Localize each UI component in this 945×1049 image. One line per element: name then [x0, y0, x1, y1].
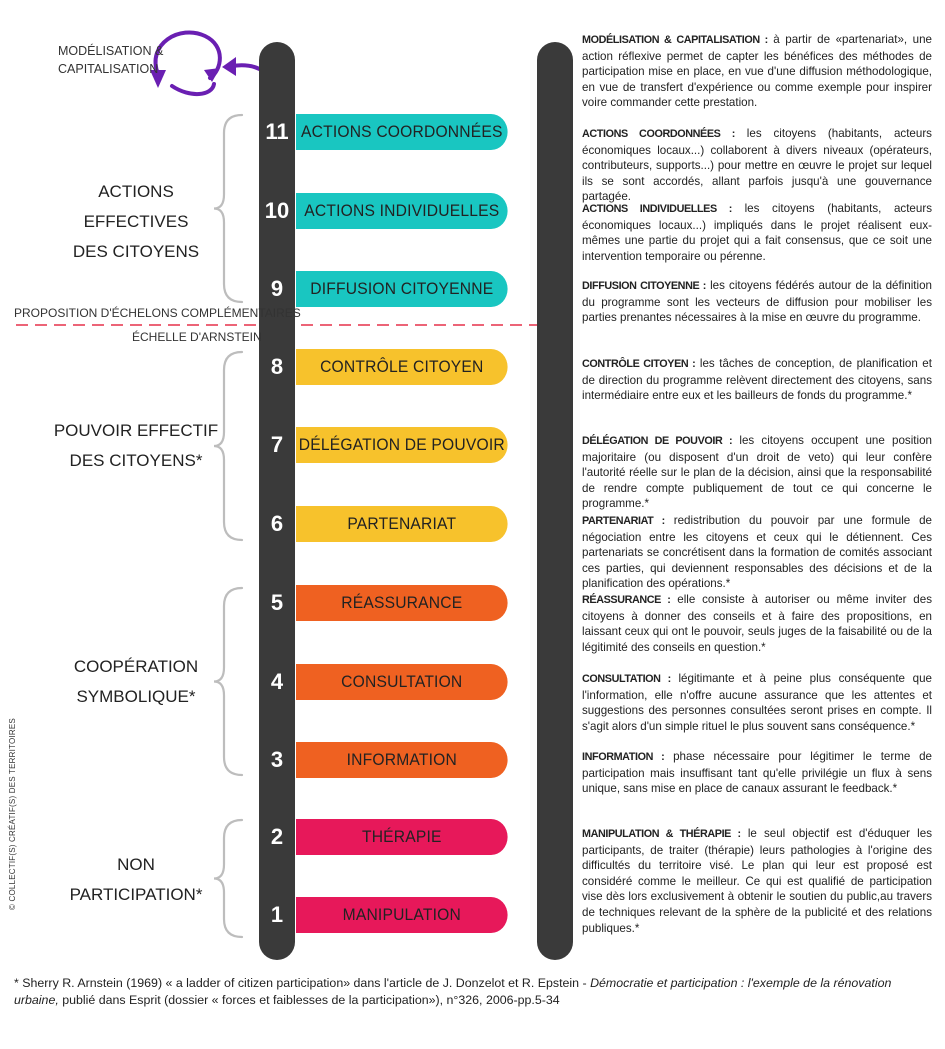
loop-label	[58, 42, 163, 78]
group-label-cooperation	[46, 652, 226, 712]
description-partenariat	[582, 513, 932, 592]
rung-delegation-pouvoir: DÉLÉGATION DE POUVOIR	[296, 427, 508, 463]
description-text: légitimante et à peine plus conséquente que l'information, elle n'offre aucune assurance que les attentes et suggestions des personnes consultées seront prises en compte. Il s'agit alors d'un simple rituel le plus souvent sans conséquence.*	[582, 672, 932, 733]
rung-partenariat: PARTENARIAT	[296, 506, 508, 542]
footnote-part1: * Sherry R. Arnstein (1969) « a ladder of citizen participation» dans l'article de J. Donzelot et R. Epstein -	[14, 976, 591, 990]
rung-manipulation: MANIPULATION	[296, 897, 508, 933]
description-term: RÉASSURANCE :	[582, 594, 671, 606]
description-reassurance	[582, 592, 932, 655]
rung-actions-individuelles: ACTIONS INDIVIDUELLES	[296, 193, 508, 229]
group-label-line2: PARTICIPATION*	[69, 885, 203, 904]
footnote-part2: publié dans Esprit (dossier « forces et faiblesses de la participation»), n°326, 2006-pp.5-34	[58, 993, 560, 1007]
description-text: les citoyens (habitants, acteurs économiques locaux...) impliqués dans le projet réalisent eux-mêmes une partie du projet qui a fait consensus, que ce soit une intervention temporaire ou pérenne.	[582, 202, 932, 263]
description-term: MANIPULATION & THÉRAPIE :	[582, 828, 741, 840]
rung-number-2: 2	[270, 824, 284, 849]
description-term: PARTENARIAT :	[582, 515, 665, 527]
description-text: elle consiste à autoriser ou même inviter des citoyens à donner des conseils et à faire des propositions, en laissant ceux qui ont le pouvoir, seuls juges de la faisabilité ou de la légitimité des conseils en question.*	[582, 593, 932, 654]
loop-label-line2: CAPITALISATION	[58, 62, 159, 76]
ladder-right-rail	[537, 42, 573, 960]
rung-reassurance: RÉASSURANCE	[296, 585, 508, 621]
description-text: les citoyens occupent une position majoritaire (ou disposent d'un droit de veto) qui leur confère l'autorité réelle sur le plan de la décision, ainsi que la responsabilité de rendre compte publiquement de tout ce qui concerne le programme.*	[582, 434, 932, 511]
separator-top-label: PROPOSITION D'ÉCHELONS COMPLÉMENTAIRES	[14, 306, 301, 320]
rung-number-1: 1	[270, 902, 284, 927]
description-term: ACTIONS COORDONNÉES :	[582, 128, 735, 140]
group-label-line1: COOPÉRATION	[73, 657, 199, 676]
rung-number-6: 6	[270, 511, 284, 536]
group-label-line1: POUVOIR EFFECTIF	[53, 421, 219, 440]
loop-label-line1: MODÉLISATION &	[58, 44, 164, 58]
description-term: DÉLÉGATION DE POUVOIR :	[582, 435, 733, 447]
rung-number-10: 10	[264, 198, 290, 223]
description-term: INFORMATION :	[582, 751, 665, 763]
group-label-non-participation	[46, 850, 226, 910]
rung-number-11: 11	[265, 119, 289, 144]
description-text: les citoyens fédérés autour de la définition du programme sont les vecteurs de diffusion pour mobiliser les parties prenantes nécessaires à la mise en œuvre du programme.	[582, 279, 932, 325]
loop-arrowhead-from-ladder	[222, 57, 236, 76]
description-text: les tâches de conception, de planification et de direction du programme relèvent directement des citoyens, sans intermédiaire entre eux et les bailleurs de fonds du programme.*	[582, 357, 932, 403]
rung-controle-citoyen: CONTRÔLE CITOYEN	[296, 349, 508, 385]
rung-therapie: THÉRAPIE	[296, 819, 508, 855]
copyright-vertical: © COLLECTIF(S) CRÉATIF(S) DES TERRITOIRES	[8, 718, 17, 910]
rung-number-8: 8	[270, 354, 284, 379]
description-delegation-pouvoir	[582, 433, 932, 512]
group-label-actions-effectives	[46, 177, 226, 267]
description-term: MODÉLISATION & CAPITALISATION :	[582, 34, 768, 46]
description-modelisation	[582, 32, 932, 111]
footnote-title: Démocratie et participation : l'exemple de la rénovation urbaine,	[14, 976, 892, 1007]
rung-number-5: 5	[270, 590, 284, 615]
description-term: CONSULTATION :	[582, 673, 671, 685]
description-actions-individuelles	[582, 201, 932, 264]
loop-arrowhead-upper	[204, 68, 220, 82]
description-text: le seul objectif est d'éduquer les participants, de traiter (thérapie) leurs pathologies à l'origine des difficultés du territoire visé. Le plan qui leur est proposé est considéré comme le meilleur. Ce qui est qualifié de participation vise dès lors exclusivement à obtenir le soutien du public,au travers de techniques relevant de la sphère de la publicité et des relations publiques.*	[582, 827, 932, 935]
rung-diffusion-citoyenne: DIFFUSION CITOYENNE	[296, 271, 508, 307]
description-text: les citoyens (habitants, acteurs économiques locaux...) collaborent à divers niveaux (opérateurs, contributeurs, supports...) pour mettre en œuvre le projet sur lequel ils se sont accordés, allant parfois jusqu'à une gouvernance partagée.	[582, 127, 932, 204]
separator-bottom-label: ÉCHELLE D'ARNSTEIN	[132, 330, 262, 344]
group-label-line2: SYMBOLIQUE*	[76, 687, 196, 706]
description-manipulation-therapie	[582, 826, 932, 936]
description-text: redistribution du pouvoir par une formule de négociation entre les citoyens et ceux qui le détiennent. Ces partenariats se concrétisent dans la formation de comités associant ces parties, qui deviennent responsables des décisions et de la planification des opérations.*	[582, 514, 933, 591]
group-label-pouvoir-effectif	[46, 416, 226, 476]
ladder-left-rail	[259, 42, 295, 960]
description-term: ACTIONS INDIVIDUELLES :	[582, 203, 732, 215]
footnote	[14, 975, 934, 1009]
description-controle-citoyen	[582, 356, 932, 404]
rung-number-7: 7	[270, 432, 284, 457]
description-text: à partir de «partenariat», une action réflexive permet de capter les bénéfices des méthodes de participation mise en place, en vue d'une diffusion méthodologique, en vue de transfert d'expérience ou comme exemple pour inspirer voire commander cette prestation.	[582, 33, 932, 110]
description-diffusion-citoyenne	[582, 278, 932, 326]
rung-number-9: 9	[270, 276, 284, 301]
group-label-line2: DES CITOYENS*	[69, 451, 203, 470]
description-term: CONTRÔLE CITOYEN :	[582, 358, 696, 370]
description-consultation	[582, 671, 932, 734]
description-information	[582, 749, 932, 797]
loop-arrow-lower	[172, 84, 214, 94]
rung-number-3: 3	[270, 747, 284, 772]
rung-consultation: CONSULTATION	[296, 664, 508, 700]
group-label-line1: NON	[117, 855, 155, 874]
group-label-line2: DES CITOYENS	[72, 242, 200, 261]
rung-actions-coordonnees: ACTIONS COORDONNÉES	[296, 114, 508, 150]
description-text: phase nécessaire pour légitimer le terme de participation mais insuffisant tant qu'elle privilégie un flux à sens unique, sans mise en place de canaux assurant le feedback.*	[582, 750, 932, 796]
description-term: DIFFUSION CITOYENNE :	[582, 280, 706, 292]
description-actions-coordonnees	[582, 126, 932, 205]
rung-information: INFORMATION	[296, 742, 508, 778]
group-label-line1: ACTIONS EFFECTIVES	[83, 182, 189, 231]
rung-number-4: 4	[270, 669, 284, 694]
